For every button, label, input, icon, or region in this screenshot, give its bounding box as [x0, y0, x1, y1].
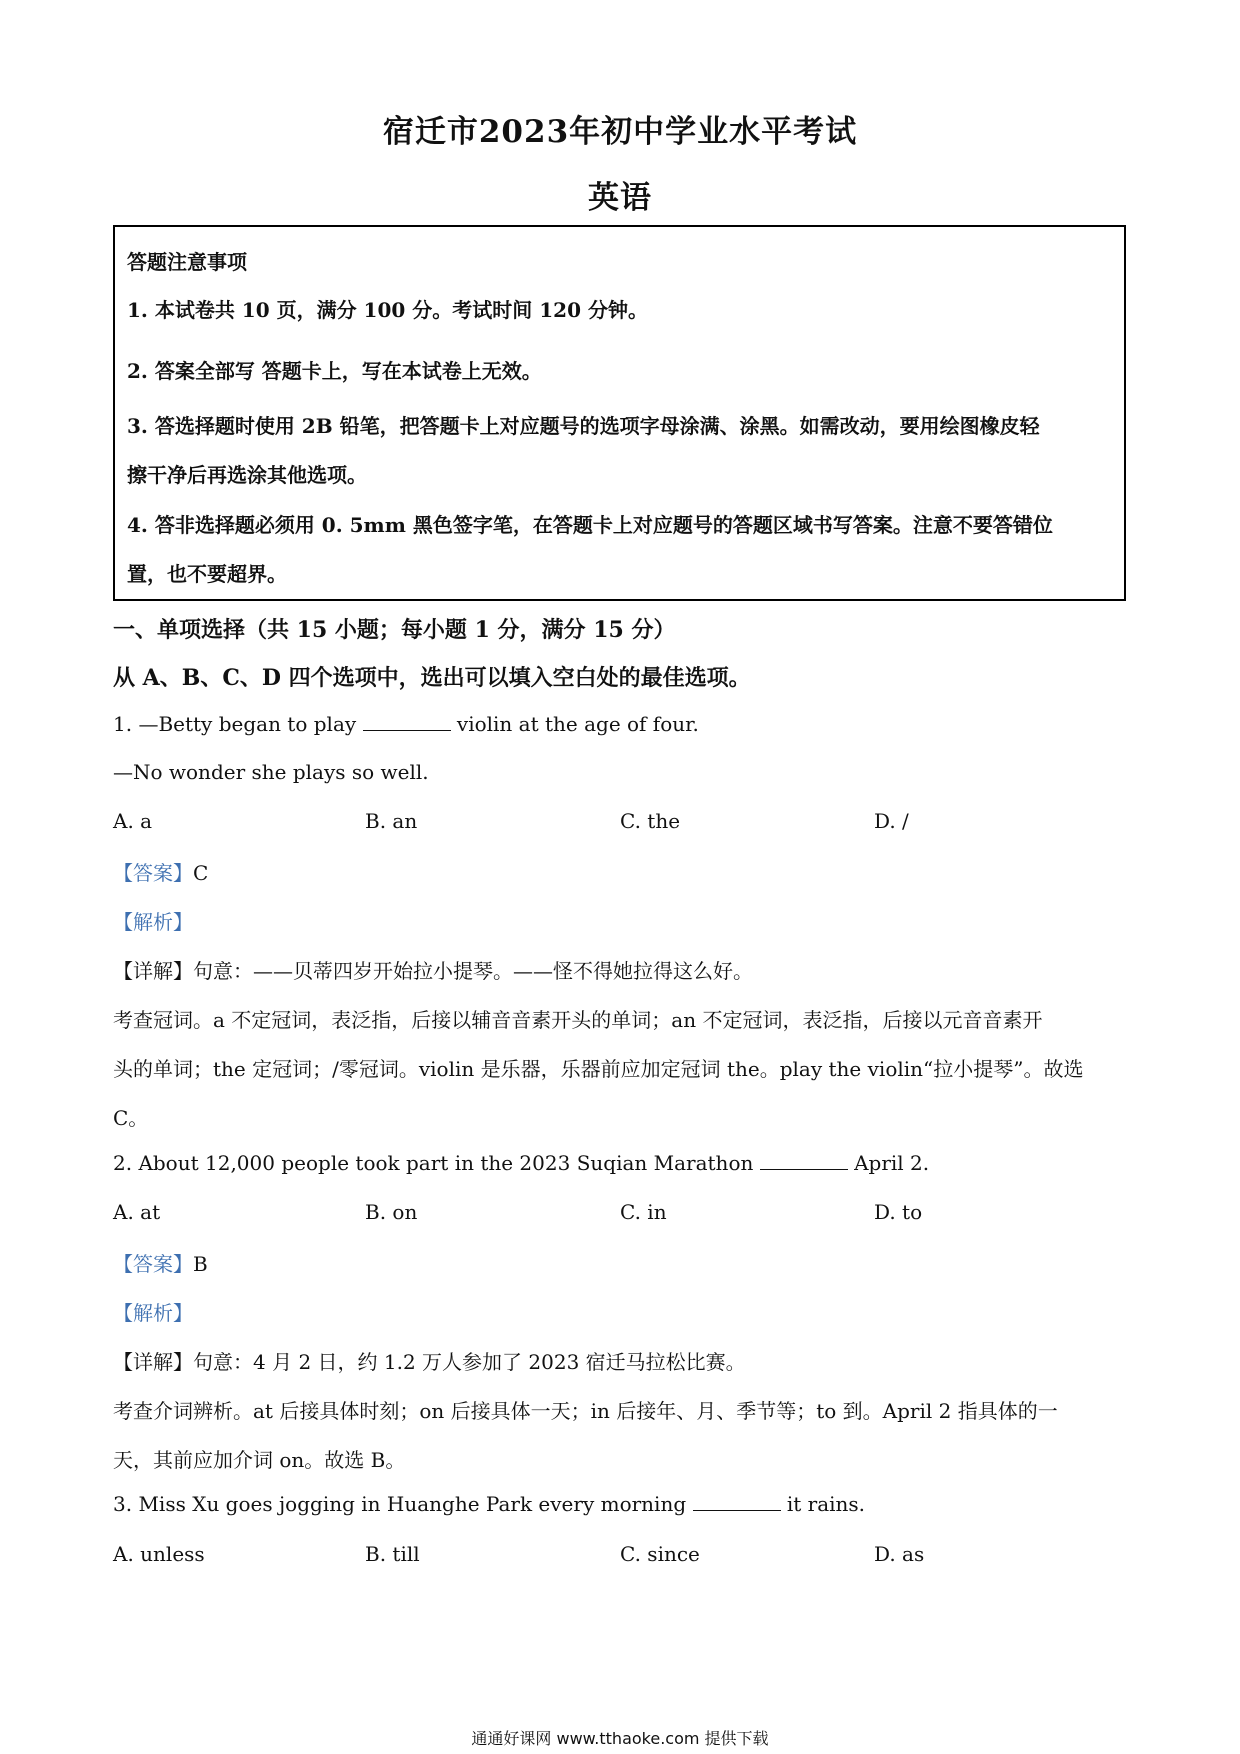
stem-text: 2. About 12,000 people took part in the 2023 Suqian Marathon — [113, 1151, 760, 1175]
notice-item: 置，也不要超界。 — [127, 562, 287, 586]
option-d: D. as — [874, 1542, 925, 1566]
question-stem-line: —No wonder she plays so well. — [113, 760, 429, 784]
detail-line: 天，其前应加介词 on。故选 B。 — [113, 1448, 406, 1472]
option-a: A. unless — [113, 1542, 205, 1566]
analysis-tag: 【解析】 — [113, 910, 193, 934]
stem-text: violin at the age of four. — [450, 712, 699, 736]
detail-line: 考查冠词。a 不定冠词，表泛指，后接以辅音音素开头的单词；an 不定冠词，表泛指，后接以元音音素开 — [113, 1008, 1043, 1032]
option-b: B. an — [365, 809, 418, 833]
section-instruction: 从 A、B、C、D 四个选项中，选出可以填入空白处的最佳选项。 — [113, 665, 751, 691]
answer-tag: 【答案】 — [113, 1252, 193, 1276]
stem-text: it rains. — [780, 1492, 866, 1516]
stem-text: April 2. — [847, 1151, 930, 1175]
section-heading: 一、单项选择（共 15 小题；每小题 1 分，满分 15 分） — [113, 617, 676, 643]
stem-text: 3. Miss Xu goes jogging in Huanghe Park every morning — [113, 1492, 693, 1516]
analysis-tag: 【解析】 — [113, 1301, 193, 1325]
option-c: C. in — [620, 1200, 667, 1224]
answer-tag: 【答案】 — [113, 861, 193, 885]
notice-item: 擦干净后再选涂其他选项。 — [127, 463, 367, 487]
question-stem — [113, 1151, 929, 1175]
option-d: D. to — [874, 1200, 923, 1224]
footer-credit: 通通好课网 www.tthaoke.com 提供下载 — [471, 1729, 769, 1748]
option-c: C. since — [620, 1542, 700, 1566]
notice-item: 3. 答选择题时使用 2B 铅笔，把答题卡上对应题号的选项字母涂满、涂黑。如需改动，要用绘图橡皮轻 — [127, 414, 1040, 438]
notice-item: 1. 本试卷共 10 页，满分 100 分。考试时间 120 分钟。 — [127, 298, 648, 322]
option-d: D. / — [874, 809, 909, 833]
answer-line — [113, 857, 208, 886]
detail-line: 考查介词辨析。at 后接具体时刻；on 后接具体一天；in 后接年、月、季节等；to 到。April 2 指具体的一 — [113, 1399, 1058, 1423]
detail-line: 头的单词；the 定冠词；/零冠词。violin 是乐器，乐器前应加定冠词 the。play the violin“拉小提琴”。故选 — [113, 1057, 1084, 1081]
question-stem — [113, 712, 699, 736]
answer-blank — [363, 716, 451, 731]
answer-blank — [760, 1155, 848, 1170]
option-a: A. at — [113, 1200, 161, 1224]
detail-line: C。 — [113, 1106, 149, 1130]
option-b: B. till — [365, 1542, 420, 1566]
option-a: A. a — [113, 809, 153, 833]
notice-heading: 答题注意事项 — [127, 250, 247, 274]
answer-blank — [693, 1496, 781, 1511]
option-b: B. on — [365, 1200, 418, 1224]
notice-box — [113, 225, 1126, 601]
option-c: C. the — [620, 809, 681, 833]
notice-item: 4. 答非选择题必须用 0. 5mm 黑色签字笔，在答题卡上对应题号的答题区域书写答案。注意不要答错位 — [127, 513, 1053, 537]
detail-line: 【详解】句意：4 月 2 日，约 1.2 万人参加了 2023 宿迁马拉松比赛。 — [113, 1350, 746, 1374]
answer-line — [113, 1248, 208, 1277]
answer-value: B — [193, 1252, 208, 1276]
answer-value: C — [193, 861, 209, 885]
stem-text: 1. —Betty began to play — [113, 712, 363, 736]
question-stem — [113, 1492, 865, 1516]
notice-item: 2. 答案全部写 答题卡上，写在本试卷上无效。 — [127, 359, 542, 383]
subject-title: 英语 — [588, 180, 652, 216]
page-title: 宿迁市2023年初中学业水平考试 — [382, 114, 858, 150]
detail-line: 【详解】句意：——贝蒂四岁开始拉小提琴。——怪不得她拉得这么好。 — [113, 959, 753, 983]
